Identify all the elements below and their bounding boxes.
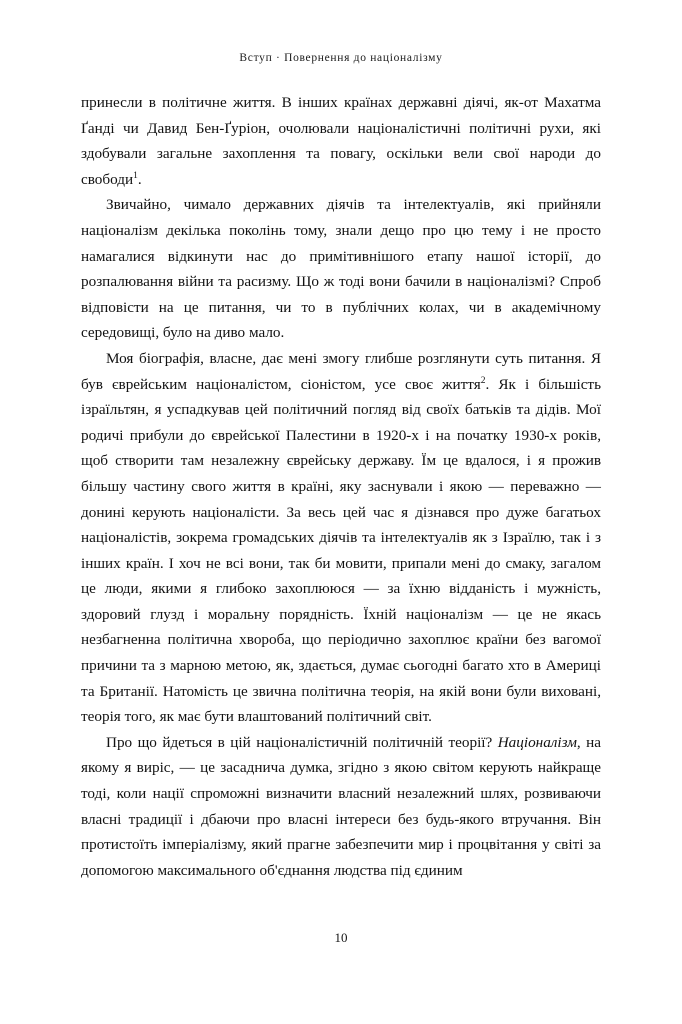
running-head: Вступ · Повернення до націоналізму (239, 52, 443, 64)
footnote-marker[interactable]: 2 (480, 375, 486, 386)
text-run: , на якому я виріс, — це засаднича думка, згідно з якою світом керують найкраще тоді, коли нації спроможні визначити власний незалежний шлях, розвиваючи власні традиції і дбаючи про власні інтереси без будь-якого втручання. Він протистоїть імперіалізму, який прагне забезпечити мир і процвітання у світі за допомогою максимального об'єднання людства під єдиним (81, 733, 601, 879)
body-text (81, 90, 601, 883)
paragraph (81, 730, 601, 884)
text-run: принесли в політичне життя. В інших країнах державні діячі, як-от Махатма Ґанді чи Давид Бен-Ґуріон, очолювали націоналістичні політичні рухи, які здобували загальне захоплення та повагу, оскільки вели свої народи до свободи (81, 94, 601, 188)
page-number: 10 (334, 930, 348, 945)
text-run: . Як і більшість ізраїльтян, я успадкував цей політичний погляд від своїх батьків та дідів. Мої родичі прибули до єврейської Палестини в 1920-х і на початку 1930-х років, щоб створити там незалежну єврейську державу. Їм це вдалося, і я прожив більшу частину свого життя в країні, яку заснували і якою — переважно — донині керують націоналісти. За весь цей час я дізнався про дуже багатьох націоналістів, зокрема громадських діячів та інтелектуалів як з Ізраїлю, так і з інших країн. І хоч не всі вони, так би мовити, припали мені до смаку, загалом це люди, якими я глибоко захоплююся — за їхню відданість і мужність, здоровий глузд і моральну порядність. Їхній націоналізм — це не якась незбагненна політична хвороба, що періодично захоплює країни без вагомої причини та з марною метою, як, здається, думає сьогодні багато хто в Америці та Британії. Натомість це звична політична теорія, на якій вони були виховані, теорія того, як має бути влаштований політичний світ. (81, 375, 601, 726)
paragraph (81, 192, 601, 346)
text-run: Про що йдеться в цій націоналістичній політичній теорії? (106, 733, 498, 751)
footnote-marker[interactable]: 1 (133, 170, 138, 181)
paragraph (81, 90, 601, 192)
emphasis-term: Націоналізм (497, 733, 577, 751)
paragraph (81, 346, 601, 730)
text-run: Звичайно, чимало державних діячів та інтелектуалів, які прийняли націоналізм декілька поколінь тому, знали дещо про цю тему і не просто намагалися відкинути нас до примітивнішого етапу нашої історії, до розпалювання війни та расизму. Що ж тоді вони бачили в націоналізмі? Спроб відповісти на це питання, чи то в публічних колах, чи в академічному середовищі, було на диво мало. (81, 196, 601, 342)
text-run: Моя біографія, власне, дає мені змогу глибше розглянути суть питання. Я був єврейським націоналістом, сіоністом, усе своє життя (81, 349, 601, 393)
text-run: . (137, 170, 142, 188)
